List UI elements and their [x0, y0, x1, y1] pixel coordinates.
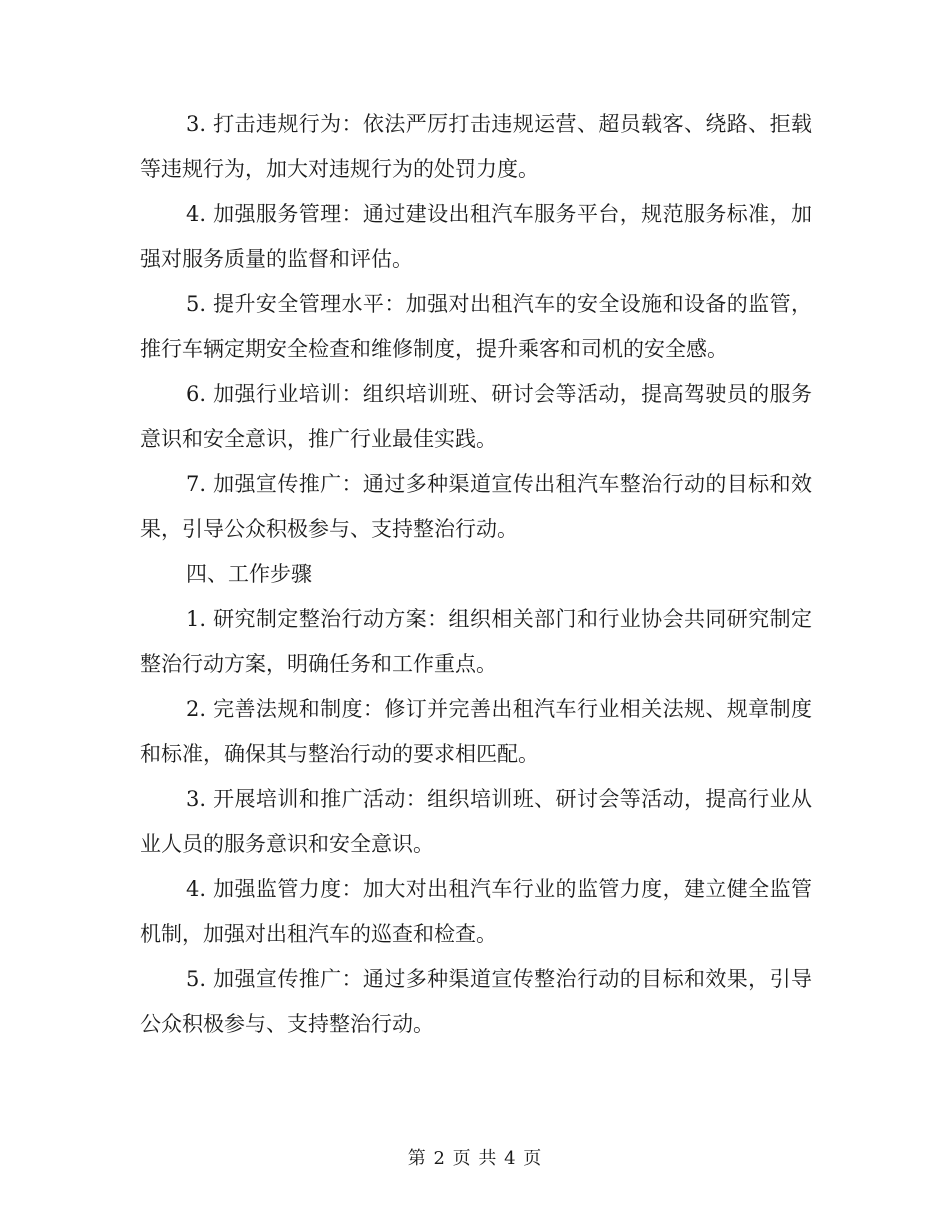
paragraph-7: 2. 完善法规和制度：修订并完善出租汽车行业相关法规、规章制度和标准，确保其与整治行动的要求相匹配。 [140, 697, 812, 766]
paragraph-9: 4. 加强监管力度：加大对出租汽车行业的监管力度，建立健全监管机制，加强对出租汽车的巡查和检查。 [140, 877, 812, 946]
paragraph-1: 3. 打击违规行为：依法严厉打击违规运营、超员载客、绕路、拒载等违规行为，加大对违规行为的处罚力度。 [140, 112, 812, 181]
paragraph-2: 4. 加强服务管理：通过建设出租汽车服务平台，规范服务标准，加强对服务质量的监督和评估。 [140, 202, 812, 271]
paragraph-3: 5. 提升安全管理水平：加强对出租汽车的安全设施和设备的监管，推行车辆定期安全检查和维修制度，提升乘客和司机的安全感。 [140, 292, 812, 361]
paragraph-5: 7. 加强宣传推广：通过多种渠道宣传出租汽车整治行动的目标和效果，引导公众积极参与、支持整治行动。 [140, 472, 812, 541]
paragraph-10: 5. 加强宣传推广：通过多种渠道宣传整治行动的目标和效果，引导公众积极参与、支持整治行动。 [140, 967, 812, 1036]
paragraph-6: 1. 研究制定整治行动方案：组织相关部门和行业协会共同研究制定整治行动方案，明确任务和工作重点。 [140, 607, 812, 676]
section-heading: 四、工作步骤 [186, 562, 312, 586]
paragraph-4: 6. 加强行业培训：组织培训班、研讨会等活动，提高驾驶员的服务意识和安全意识，推广行业最佳实践。 [140, 382, 812, 451]
paragraph-8: 3. 开展培训和推广活动：组织培训班、研讨会等活动，提高行业从业人员的服务意识和安全意识。 [140, 787, 812, 856]
document-body [140, 102, 812, 1047]
page-number-footer: 第 2 页 共 4 页 [407, 1148, 543, 1169]
